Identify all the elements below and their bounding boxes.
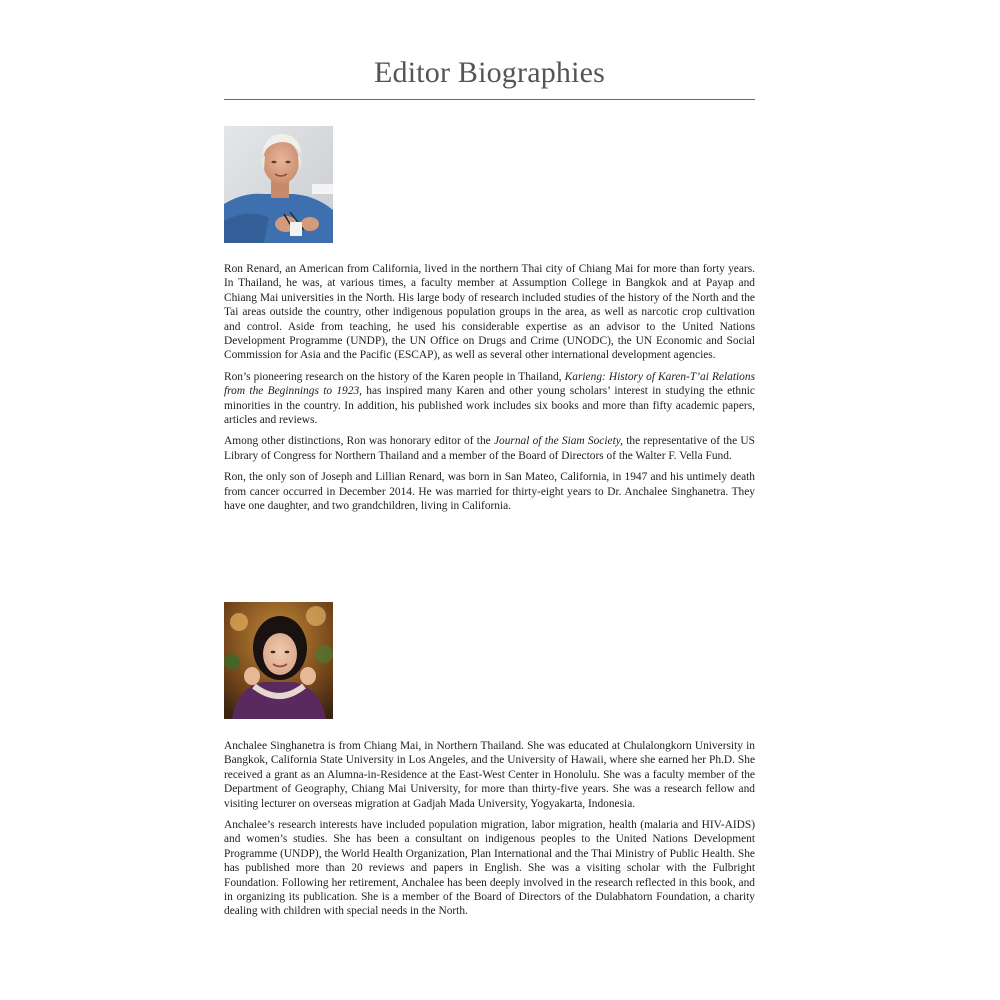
anchalee-singhanetra-biography bbox=[224, 739, 755, 926]
bio-paragraph bbox=[224, 370, 755, 428]
bio-paragraph: Ron Renard, an American from California, lived in the northern Thai city of Chiang Mai for more than forty years. In Thailand, he was, at various times, a faculty member at Assumption College in Bangkok and at Payap and Chiang Mai universities in the North. His large body of research included studies of the history of the North and the Tai areas outside the country, other indigenous population groups in the area, as well as narcotic crop cultivation and control. Aside from teaching, he used his considerable expertise as an advisor to the United Nations Development Programme (UNDP), the UN Office on Drugs and Crime (UNODC), the UN Economic and Social Commission for Asia and the Pacific (ESCAP), as well as several other international development agencies. bbox=[224, 263, 755, 362]
bio-paragraph: Ron, the only son of Joseph and Lillian Renard, was born in San Mateo, California, in 1947 and his untimely death from cancer occurred in December 2014. He was married for thirty-eight years to Dr. Anchalee Singhanetra. They have one daughter, and two grandchildren, living in California. bbox=[224, 471, 755, 513]
ron-renard-biography bbox=[224, 262, 755, 521]
bio-paragraph bbox=[224, 434, 755, 463]
text-span: Among other distinctions, Ron was honorary editor of the bbox=[224, 435, 494, 448]
bio-paragraph: Anchalee Singhanetra is from Chiang Mai, in Northern Thailand. She was educated at Chulalongkorn University in Bangkok, California State University in Los Angeles, and the University of Hawaii, where she earned her Ph.D. She received a grant as an Alumna-in-Residence at the East-West Center in Honolulu. She was a faculty member of the Department of Geography, Chiang Mai University, for more than thirty-five years. She was a research fellow and visiting lecturer on overseas migration at Gadjah Mada University, Yogyakarta, Indonesia. bbox=[224, 740, 755, 810]
ron-renard-portrait bbox=[224, 126, 333, 243]
title-divider bbox=[224, 99, 755, 100]
page-title: Editor Biographies bbox=[373, 56, 606, 89]
anchalee-singhanetra-portrait bbox=[224, 602, 333, 719]
book-title: Karieng: History of Karen-T’ai Relations from the Beginnings to 1923, bbox=[224, 370, 755, 398]
text-span: the representative of the US Library of Congress for Northern Thailand and a member of the Board of Directors of the Walter F. Vella Fund. bbox=[224, 435, 755, 462]
bio-paragraph: Anchalee’s research interests have included population migration, labor migration, health (malaria and HIV-AIDS) and women’s studies. She has been a consultant on indigenous peoples to the United Nations Development Programme (UNDP), the World Health Organization, Plan International and the Thai Ministry of Public Health. She has published more than 20 reviews and papers in English. She was a visiting scholar with the Fulbright Foundation. Following her retirement, Anchalee has been deeply involved in the research reflected in this book, and in organizing its publication. She is a member of the Board of Directors of the Dulabhatorn Foundation, a charity dealing with children with special needs in the North. bbox=[224, 819, 755, 918]
text-span: Ron’s pioneering research on the history of the Karen people in Thailand, bbox=[224, 370, 565, 383]
journal-title: Journal of the Siam Society, bbox=[493, 435, 624, 448]
text-span: has inspired many Karen and other young scholars’ interest in studying the ethnic minorities in the country. In addition, his published work includes six books and more than fifty academic papers, articles and reviews. bbox=[224, 385, 755, 427]
